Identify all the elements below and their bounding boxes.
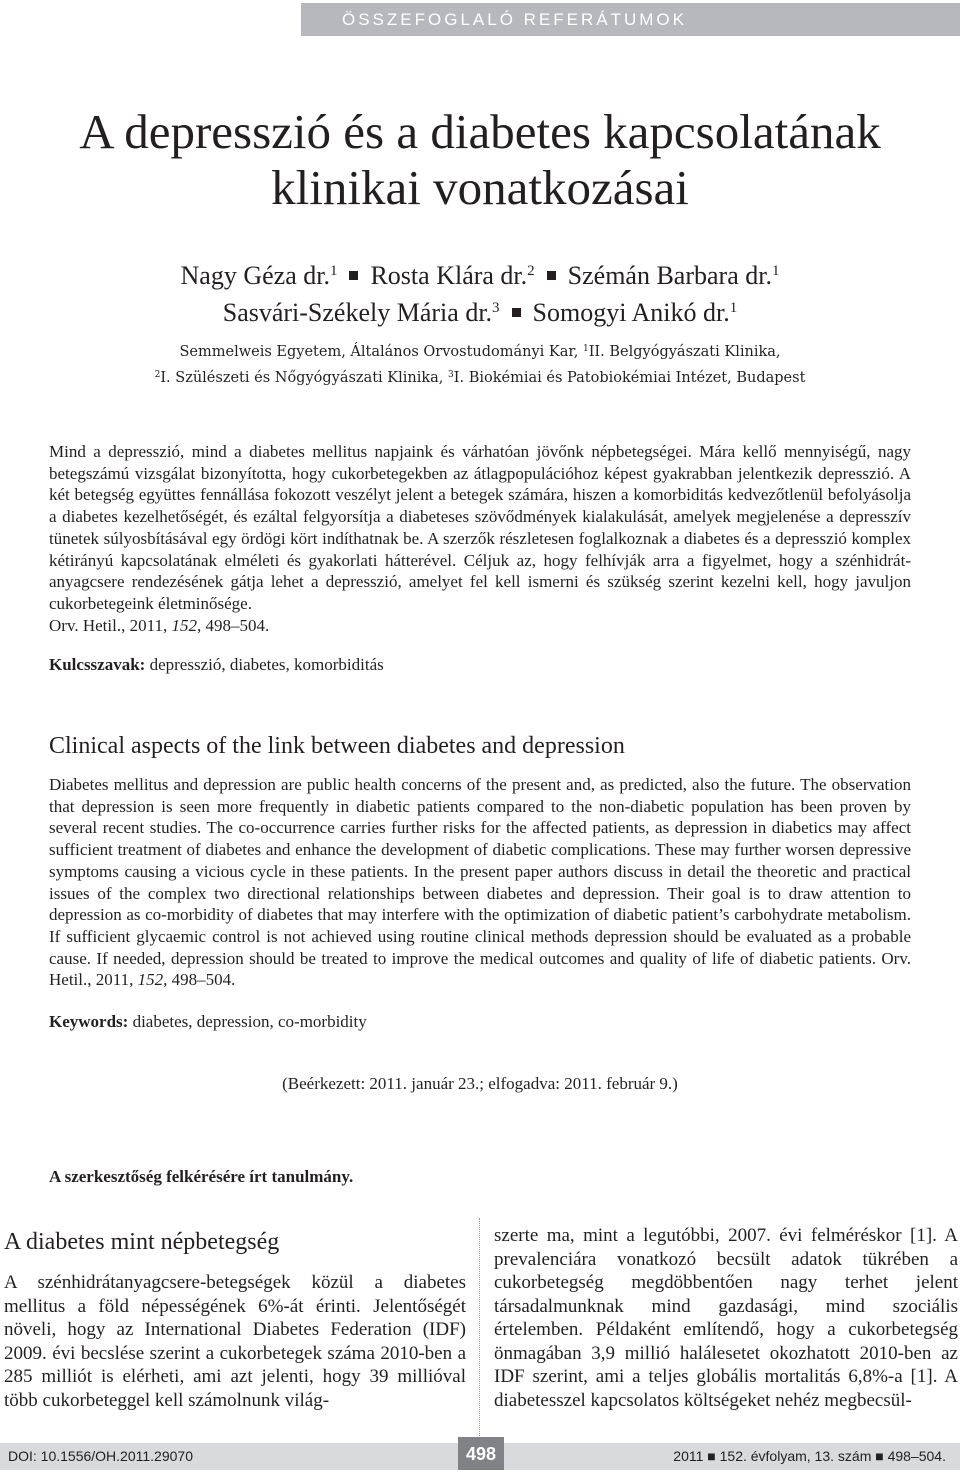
affiliation-text: Semmelweis Egyetem, Általános Orvostudományi Kar, [179,344,583,360]
citation-text: Orv. Hetil., 2011, [49,615,172,635]
english-title: Clinical aspects of the link between diabetes and depression [49,733,625,759]
separator-square-icon [547,271,556,280]
author-name: Szémán Barbara dr. [567,261,772,290]
abstract-hungarian [49,441,911,636]
citation-pages: 498–504. [201,615,270,635]
section-header-label: ÖSSZEFOGLALÓ REFERÁTUMOK [342,10,687,29]
keywords-english [49,1011,911,1033]
affiliation-text: II. Belgyógyászati Klinika, [588,344,781,360]
keywords-text: depresszió, diabetes, komorbiditás [145,655,384,674]
article-title-line2: klinikai vonatkozásai [271,160,689,215]
article-title [0,104,960,216]
keywords-label: Kulcsszavak: [49,655,146,674]
author-name: Rosta Klára dr. [370,261,528,290]
citation-volume: 152, [137,970,168,990]
body-column-right: szerte ma, mint a legutóbbi, 2007. évi felméréskor [1]. A prevalenciára vonatkozó becsült adatok tükrében a cukorbetegség megdöbbentően nagy terhet jelent társadalmunknak mind gazdasági, mind szociális értelemben. Példaként említendő, hogy a cukorbetegség önmagában 3,9 millió halálesetet okozhatott 2010-ben az IDF szerint, ami a teljes globális mortalitás 6,8%-a [1]. A diabetesszel kapcsolatos költségeket nehéz megbecsül- [494,1225,958,1411]
received-dates: (Beérkezett: 2011. január 23.; elfogadva: 2011. február 9.) [282,1074,678,1093]
affiliation-text: I. Biokémiai és Patobiokémiai Intézet, Budapest [453,370,806,386]
citation-pages: 498–504. [167,970,236,990]
invited-note: A szerkesztőség felkérésére írt tanulmány. [49,1167,354,1186]
column-divider [479,1218,480,1438]
footer-doi: DOI: 10.1556/OH.2011.29070 [8,1448,193,1464]
section-title: A diabetes mint népbetegség [4,1229,280,1255]
affiliation-text: I. Szülészeti és Nőgyógyászati Klinika, [160,370,449,386]
author-affiliation-number: 2 [527,263,535,279]
affiliations [0,338,960,390]
page-number: 498 [458,1437,504,1470]
abstract-hungarian-text: Mind a depresszió, mind a diabetes mellitus napjaink és várhatóan jövőnk népbetegségei. Mára kellő mennyiségű, nagy betegszámú vizsgálat bizonyította, hogy cukorbetegekben az átlagpopulációhoz képest gyakrabban jelentkezik depresszió. A két betegség együttes fennállása fokozott veszélyt jelent a betegek számára, hiszen a komorbiditás kedvezőtlenül befolyásolja a diabetes kezelhetőségét, és ezáltal felgyorsítja a diabeteses szövődmények kialakulását, amelyek megjelenése a depresszív tünetek súlyosbításával egy ördögi kört indíthatnak be. A szerzők részletesen foglalkoznak a diabetes és a depresszió komplex kétirányú kapcsolatának elméleti és gyakorlati hátterével. Céljuk az, hogy felhívják arra a figyelmet, hogy a szénhidrát-anyagcsere rendezésének gátja lehet a depresszió, amelyet fel kell ismerni és szükség szerint kezelni kell, hogy javuljon cukorbetegeink életminősége. [49,442,911,613]
citation-volume: 152, [171,615,202,635]
affiliation-number: 3 [448,370,454,380]
author-affiliation-number: 3 [492,300,500,316]
author-affiliation-number: 1 [771,263,780,279]
keywords-hungarian [49,654,911,676]
author-affiliation-number: 1 [729,300,738,316]
section-header-bar [301,3,960,36]
author-affiliation-number: 1 [329,263,338,279]
article-title-line1: A depresszió és a diabetes kapcsolatának [79,104,881,159]
author-name: Somogyi Anikó dr. [532,298,730,327]
citation-text: Orv. Hetil., 2011, [49,948,911,990]
keywords-label: Keywords: [49,1012,129,1031]
footer-issue: 2011 ■ 152. évfolyam, 13. szám ■ 498–504. [673,1448,946,1464]
abstract-english [49,774,911,991]
author-name: Nagy Géza dr. [180,261,330,290]
affiliation-number: 1 [582,344,589,354]
separator-square-icon [512,308,521,317]
author-list [0,255,960,329]
separator-square-icon [349,271,358,280]
keywords-text: diabetes, depression, co-morbidity [128,1012,367,1031]
affiliation-number: 2 [154,370,161,380]
body-column-left: A szénhidrátanyagcsere-betegségek közül a diabetes mellitus a föld népességének 6%-át érinti. Jelentőségét növeli, hogy az International Diabetes Federation (IDF) 2009. évi becslése szerint a cukorbetegek száma 2010-ben a 285 milliót is elérheti, ami azt jelenti, hogy 39 millióval több cukorbeteggel kell számolnunk világ- [4,1272,466,1411]
author-name: Sasvári-Székely Mária dr. [222,298,493,327]
abstract-english-text: Diabetes mellitus and depression are public health concerns of the present and, as predicted, also the future. The observation that depression is seen more frequently in diabetic patients compared to the non-diabetic population has been proven by several recent studies. The co-occurrence carries further risks for the affected patients, as depression in diabetics may affect sufficient treatment of diabetes and enhance the development of diabetic complications. These may further worsen depressive symptoms causing a vicious cycle in these patients. In the present paper authors discuss in detail the theoretic and practical issues of the complex two directional relationships between diabetes and depression. Their goal is to draw attention to depression as co-morbidity of diabetes that may interfere with the optimization of diabetic patient’s carbohydrate metabolism. If sufficient glycaemic control is not achieved using routine clinical methods depression should be evaluated as a probable cause. If needed, depression should be treated to improve the medical outcomes and quality of life of diabetic patients. [49,775,911,968]
